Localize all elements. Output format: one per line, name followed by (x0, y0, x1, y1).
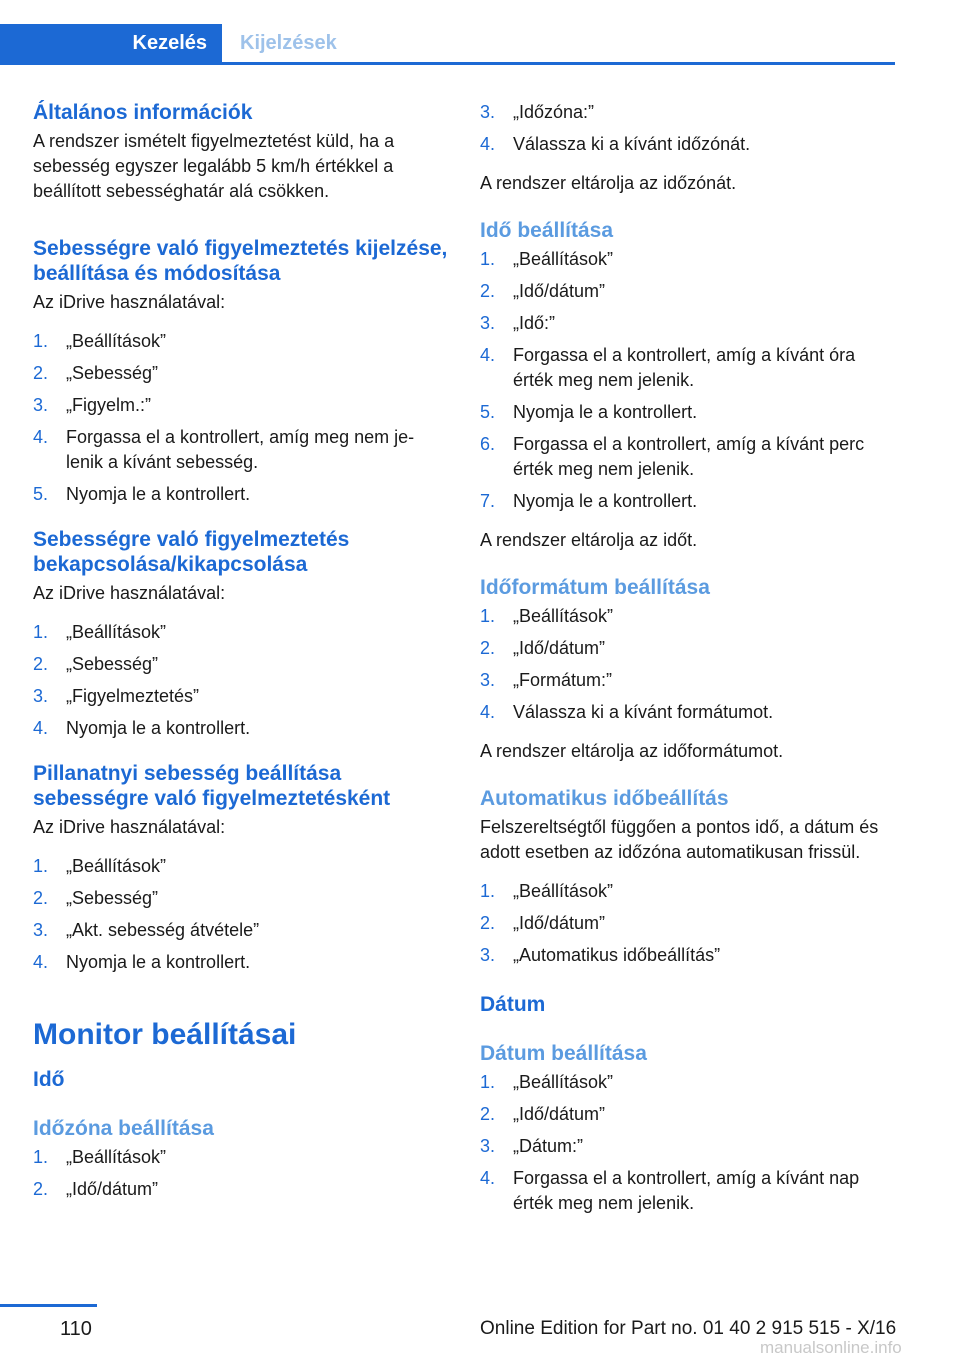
list-item (480, 489, 895, 514)
step-number: 1. (33, 622, 49, 642)
step-text: „Beállítások” (66, 856, 167, 876)
step-number: 1. (480, 881, 496, 901)
section-heading: Időzóna beállítása (33, 1117, 214, 1140)
paragraph: A rendszer eltárolja az időformátumot. (480, 741, 784, 761)
step-number: 4. (480, 134, 496, 154)
step-text: „Formátum:” (513, 670, 612, 690)
step-text: „Sebesség” (66, 363, 159, 383)
step-list (33, 854, 448, 975)
header-tabbar (0, 24, 895, 65)
paragraph: Felszereltségtől függően a pontos idő, a dátum és adott esetben az időzóna automatikusan frissül. (480, 817, 879, 862)
step-number: 3. (33, 395, 49, 415)
section-heading: Idő beállítása (480, 219, 614, 242)
list-item (33, 684, 448, 709)
step-text: Válassza ki a kívánt időzónát. (513, 134, 751, 154)
list-item (480, 943, 895, 968)
section-heading: Időformátum beállítása (480, 576, 710, 599)
step-number: 2. (33, 654, 49, 674)
chapter-title: Monitor beállításai (33, 1018, 297, 1051)
footer-rule (0, 1304, 97, 1307)
step-number: 2. (480, 1104, 496, 1124)
list-item (480, 604, 895, 629)
list-item (480, 279, 895, 304)
step-list (33, 1145, 448, 1202)
step-list (480, 1070, 895, 1216)
step-number: 4. (33, 952, 49, 972)
step-text: „Időzóna:” (513, 102, 595, 122)
step-list (480, 604, 895, 725)
step-number: 5. (480, 402, 496, 422)
section-heading: Sebességre való figyelmeztetés kijelzése, beállítása és módosítása (33, 237, 448, 285)
step-number: 2. (33, 888, 49, 908)
step-number: 1. (33, 856, 49, 876)
list-item (480, 311, 895, 336)
step-number: 1. (480, 249, 496, 269)
list-item (33, 950, 448, 975)
paragraph: Az iDrive használatával: (33, 817, 226, 837)
step-number: 7. (480, 491, 496, 511)
step-text: „Beállítások” (66, 622, 167, 642)
list-item (480, 1070, 895, 1095)
step-text: „Idő:” (513, 313, 556, 333)
step-text: „Sebesség” (66, 654, 159, 674)
paragraph: Az iDrive használatával: (33, 583, 226, 603)
list-item (480, 432, 895, 482)
step-list (480, 247, 895, 514)
list-item (33, 393, 448, 418)
paragraph: A rendszer eltárolja az időzónát. (480, 173, 737, 193)
step-number: 2. (33, 1179, 49, 1199)
step-text: Forgassa el a kontrollert, amíg meg nem je-lenik a kívánt sebesség. (66, 427, 415, 472)
right-column (480, 100, 895, 1230)
list-item (33, 482, 448, 507)
list-item (33, 425, 448, 475)
list-item (480, 100, 895, 125)
step-text: „Figyelm.:” (66, 395, 151, 415)
left-column (33, 100, 448, 1216)
step-text: Nyomja le a kontrollert. (513, 402, 698, 422)
subsection-title: Idő (33, 1068, 65, 1091)
step-text: „Beállítások” (513, 881, 614, 901)
tab-kijelzesek[interactable]: Kijelzések (240, 32, 337, 54)
step-text: „Figyelmeztetés” (66, 686, 200, 706)
step-list (480, 879, 895, 968)
step-number: 3. (480, 670, 496, 690)
list-item (33, 652, 448, 677)
step-number: 3. (480, 102, 496, 122)
step-number: 1. (33, 331, 49, 351)
step-number: 3. (480, 1136, 496, 1156)
step-number: 2. (480, 913, 496, 933)
step-number: 3. (33, 686, 49, 706)
step-text: Nyomja le a kontrollert. (513, 491, 698, 511)
list-item (480, 400, 895, 425)
step-text: Forgassa el a kontrollert, amíg a kívánt nap érték meg nem jelenik. (513, 1168, 860, 1213)
list-item (33, 361, 448, 386)
step-number: 4. (33, 427, 49, 447)
step-number: 1. (33, 1147, 49, 1167)
list-item (480, 247, 895, 272)
step-text: Nyomja le a kontrollert. (66, 484, 251, 504)
step-text: „Automatikus időbeállítás” (513, 945, 721, 965)
section-heading: Automatikus időbeállítás (480, 787, 729, 810)
list-item (33, 1145, 448, 1170)
step-text: „Idő/dátum” (513, 913, 606, 933)
step-text: „Beállítások” (513, 249, 614, 269)
step-number: 4. (480, 702, 496, 722)
list-item (480, 636, 895, 661)
tab-kezeles[interactable]: Kezelés (0, 24, 222, 62)
list-item (480, 343, 895, 393)
paragraph: Az iDrive használatával: (33, 292, 226, 312)
step-text: „Idő/dátum” (66, 1179, 159, 1199)
step-number: 4. (480, 345, 496, 365)
step-text: „Beállítások” (66, 1147, 167, 1167)
step-number: 1. (480, 1072, 496, 1092)
step-list (480, 100, 895, 157)
step-text: „Idő/dátum” (513, 638, 606, 658)
step-number: 2. (33, 363, 49, 383)
step-number: 3. (33, 920, 49, 940)
step-text: Válassza ki a kívánt formátumot. (513, 702, 774, 722)
list-item (33, 716, 448, 741)
list-item (33, 1177, 448, 1202)
page-number: 110 (60, 1318, 92, 1340)
step-text: „Beállítások” (513, 1072, 614, 1092)
list-item (480, 668, 895, 693)
list-item (480, 700, 895, 725)
step-text: „Beállítások” (513, 606, 614, 626)
edition-note: Online Edition for Part no. 01 40 2 915 515 - X/16 (480, 1318, 897, 1339)
step-number: 3. (480, 313, 496, 333)
step-number: 4. (33, 718, 49, 738)
step-text: „Akt. sebesség átvétele” (66, 920, 260, 940)
list-item (33, 886, 448, 911)
step-number: 4. (480, 1168, 496, 1188)
list-item (480, 879, 895, 904)
paragraph: A rendszer ismételt figyelmeztetést küld, ha a sebesség egyszer legalább 5 km/h értékkel a beállított sebességhatár alá csökken. (33, 131, 395, 201)
paragraph: A rendszer eltárolja az időt. (480, 530, 698, 550)
section-heading: Pillanatnyi sebesség beállítása sebességre való figyelmeztetésként (33, 762, 391, 810)
step-text: Nyomja le a kontrollert. (66, 718, 251, 738)
list-item (480, 1134, 895, 1159)
step-number: 2. (480, 281, 496, 301)
step-text: „Beállítások” (66, 331, 167, 351)
list-item (480, 132, 895, 157)
step-number: 3. (480, 945, 496, 965)
subsection-title: Dátum (480, 993, 546, 1016)
step-text: „Dátum:” (513, 1136, 584, 1156)
section-heading: Dátum beállítása (480, 1042, 647, 1065)
section-heading: Általános információk (33, 101, 253, 124)
watermark: manualsonline.info (760, 1338, 902, 1357)
list-item (480, 1166, 895, 1216)
step-text: „Idő/dátum” (513, 1104, 606, 1124)
step-text: „Sebesség” (66, 888, 159, 908)
step-number: 2. (480, 638, 496, 658)
section-heading: Sebességre való figyelmeztetés bekapcsolása/kikapcsolása (33, 528, 350, 576)
step-text: „Idő/dátum” (513, 281, 606, 301)
list-item (33, 329, 448, 354)
step-number: 1. (480, 606, 496, 626)
step-number: 6. (480, 434, 496, 454)
list-item (33, 918, 448, 943)
step-text: Forgassa el a kontrollert, amíg a kívánt perc érték meg nem jelenik. (513, 434, 865, 479)
step-text: Forgassa el a kontrollert, amíg a kívánt óra érték meg nem jelenik. (513, 345, 856, 390)
list-item (33, 620, 448, 645)
step-number: 5. (33, 484, 49, 504)
step-list (33, 620, 448, 741)
step-text: Nyomja le a kontrollert. (66, 952, 251, 972)
step-list (33, 329, 448, 507)
list-item (480, 1102, 895, 1127)
list-item (33, 854, 448, 879)
list-item (480, 911, 895, 936)
